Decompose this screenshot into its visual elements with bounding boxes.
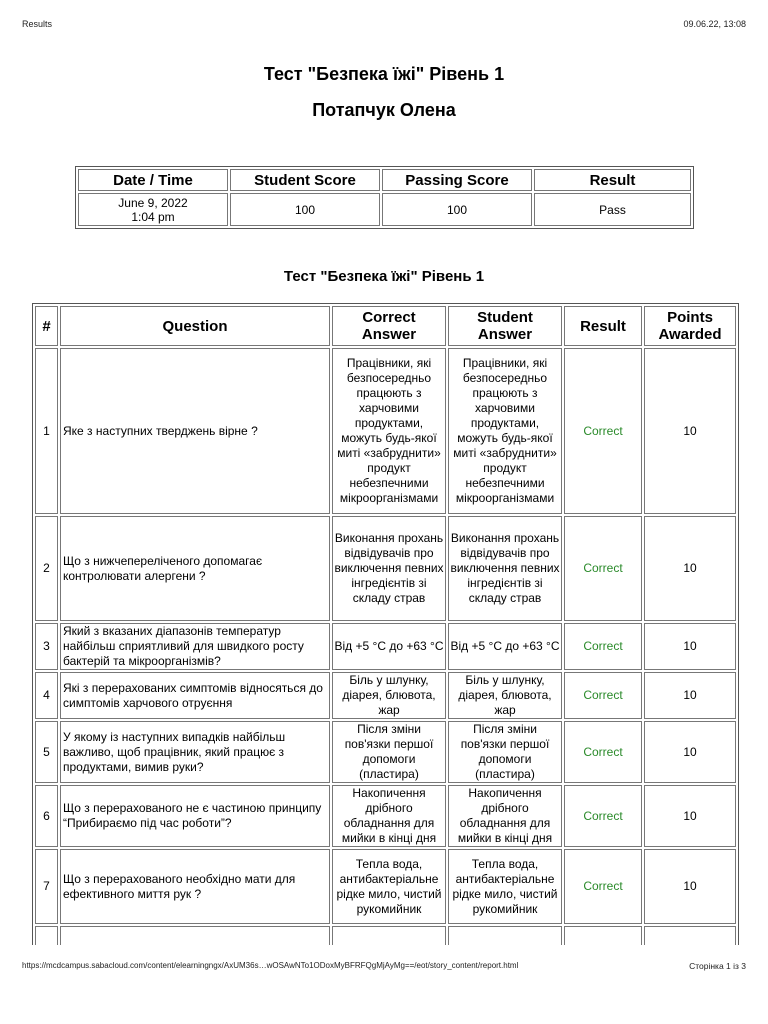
row-result: Correct <box>564 516 642 621</box>
summary-table <box>75 166 694 229</box>
row-number: 3 <box>35 623 58 670</box>
row-student-answer: Накопичення дрібного обладнання для мийки в кінці дня <box>448 785 562 847</box>
row-correct-answer: Після зміни пов'язки першої допомоги (пластира) <box>332 721 446 783</box>
row-question: Яке з наступних тверджень вірне ? <box>60 348 330 514</box>
row-number: 2 <box>35 516 58 621</box>
header-student-answer: Student Answer <box>448 306 562 346</box>
row-question: Який з вказаних діапазонів температур найбільш сприятливий для швидкого росту бактерій та мікроорганізмів? <box>60 623 330 670</box>
row-question: У якому із наступних випадків найбільш важливо, щоб працівник, який працює з продуктами, вимив руки? <box>60 721 330 783</box>
header-number: # <box>35 306 58 346</box>
table-row <box>35 623 736 670</box>
summary-header-result: Result <box>534 169 691 191</box>
summary-date-line1: June 9, 2022 <box>118 195 188 210</box>
row-student-answer: Тепла вода, антибактеріальне рідке мило, чистий рукомийник <box>448 849 562 924</box>
page-footer-page-label: Сторінка 1 із 3 <box>689 961 746 971</box>
header-question: Question <box>60 306 330 346</box>
table-row <box>35 849 736 924</box>
row-points: 10 <box>644 721 736 783</box>
row-number: 7 <box>35 849 58 924</box>
row-points: 10 <box>644 785 736 847</box>
summary-header-row <box>78 169 691 191</box>
table-row <box>35 348 736 514</box>
row-points: 10 <box>644 348 736 514</box>
summary-row <box>78 193 691 226</box>
row-result: Correct <box>564 348 642 514</box>
row-question: Що з перерахованого не є частиною принципу “Прибираємо під час роботи”? <box>60 785 330 847</box>
page-header-title: Results <box>22 19 53 29</box>
row-correct-answer: Біль у шлунку, діарея, блювота, жар <box>332 672 446 719</box>
row-student-answer-empty <box>448 926 562 945</box>
row-points: 10 <box>644 516 736 621</box>
row-points: 10 <box>644 623 736 670</box>
table-row <box>35 672 736 719</box>
summary-date-line2: 1:04 pm <box>131 209 175 224</box>
row-question-empty <box>60 926 330 945</box>
row-correct-answer: Від +5 °С до +63 °С <box>332 623 446 670</box>
table-row <box>35 785 736 847</box>
row-points-empty <box>644 926 736 945</box>
page-footer-url: https://mcdcampus.sabacloud.com/content/elearningngx/AxUM36s…wOSAwNTo1ODoxMyBFRFQgMjAyMg==/eot/story_content/report.html <box>22 961 519 970</box>
summary-student-score: 100 <box>230 193 380 226</box>
questions-table <box>33 304 738 945</box>
questions-table-wrapper <box>32 303 739 945</box>
row-number: 5 <box>35 721 58 783</box>
row-correct-answer-empty <box>332 926 446 945</box>
row-student-answer: Від +5 °С до +63 °С <box>448 623 562 670</box>
report-title: Тест "Безпека їжі" Рівень 1 <box>263 64 505 84</box>
table-row-partial <box>35 926 736 945</box>
row-student-answer: Після зміни пов'язки першої допомоги (пластира) <box>448 721 562 783</box>
summary-date <box>78 193 228 226</box>
row-result: Correct <box>564 721 642 783</box>
row-student-answer: Працівники, які безпосередньо працюють з харчовими продуктами, можуть будь-якої миті «забруднити» продукт небезпечними мікроорганізмами <box>448 348 562 514</box>
row-correct-answer: Виконання прохань відвідувачів про виключення певних інгредієнтів зі складу страв <box>332 516 446 621</box>
row-question: Що з перерахованого необхідно мати для ефективного миття рук ? <box>60 849 330 924</box>
row-result: Correct <box>564 623 642 670</box>
row-points: 10 <box>644 672 736 719</box>
row-result: Correct <box>564 785 642 847</box>
summary-header-student-score: Student Score <box>230 169 380 191</box>
row-correct-answer: Працівники, які безпосередньо працюють з харчовими продуктами, можуть будь-якої миті «забруднити» продукт небезпечними мікроорганізмами <box>332 348 446 514</box>
row-question: Що з нижчепереліченого допомагає контролювати алергени ? <box>60 516 330 621</box>
row-result-empty <box>564 926 642 945</box>
questions-header-row <box>35 306 736 346</box>
header-points-awarded: Points Awarded <box>644 306 736 346</box>
summary-header-date: Date / Time <box>78 169 228 191</box>
table-row <box>35 721 736 783</box>
row-question: Які з перерахованих симптомів відносяться до симптомів харчового отруєння <box>60 672 330 719</box>
quiz-title: Тест "Безпека їжі" Рівень 1 <box>283 268 485 285</box>
row-student-answer: Виконання прохань відвідувачів про виключення певних інгредієнтів зі складу страв <box>448 516 562 621</box>
row-number: 1 <box>35 348 58 514</box>
row-number-empty <box>35 926 58 945</box>
student-name: Потапчук Олена <box>312 100 456 120</box>
header-correct-answer: Correct Answer <box>332 306 446 346</box>
summary-passing-score: 100 <box>382 193 532 226</box>
row-number: 6 <box>35 785 58 847</box>
table-row <box>35 516 736 621</box>
row-number: 4 <box>35 672 58 719</box>
row-result: Correct <box>564 849 642 924</box>
summary-result: Pass <box>534 193 691 226</box>
row-student-answer: Біль у шлунку, діарея, блювота, жар <box>448 672 562 719</box>
page-header-datetime: 09.06.22, 13:08 <box>683 19 746 29</box>
summary-header-passing-score: Passing Score <box>382 169 532 191</box>
row-result: Correct <box>564 672 642 719</box>
header-result: Result <box>564 306 642 346</box>
row-points: 10 <box>644 849 736 924</box>
row-correct-answer: Накопичення дрібного обладнання для мийки в кінці дня <box>332 785 446 847</box>
row-correct-answer: Тепла вода, антибактеріальне рідке мило, чистий рукомийник <box>332 849 446 924</box>
